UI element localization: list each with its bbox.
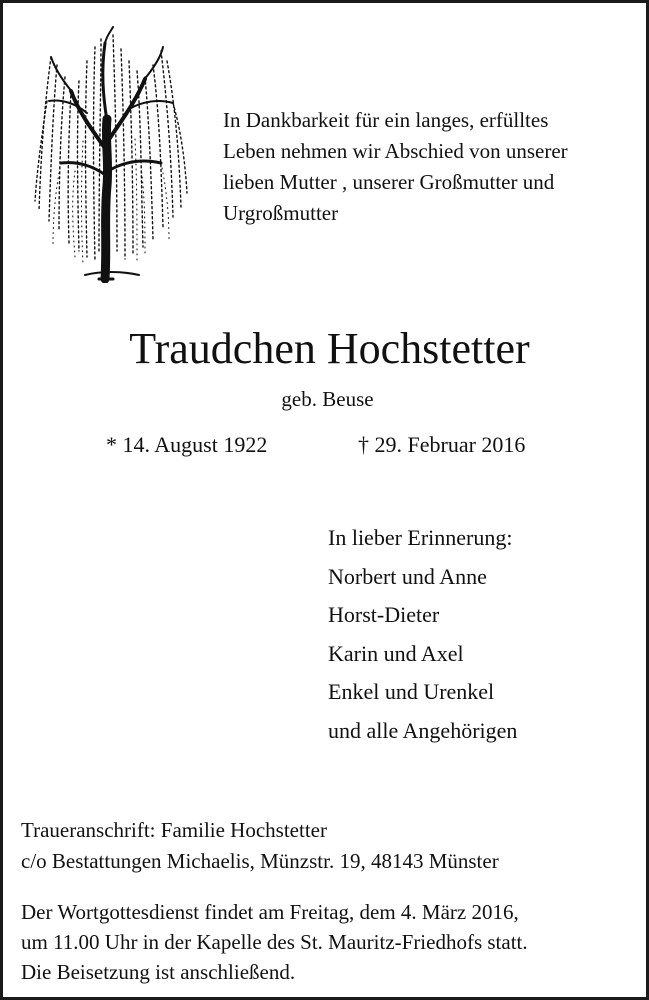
intro-line: Urgroßmutter xyxy=(223,201,339,225)
mourners-heading: In lieber Erinnerung: xyxy=(328,525,513,550)
mourner-entry: Enkel und Urenkel xyxy=(328,679,495,704)
birth-date: * 14. August 1922 xyxy=(106,432,268,457)
mourner-entry: und alle Angehörigen xyxy=(328,717,518,743)
intro-text xyxy=(223,105,643,229)
address-line: Traueranschrift: Familie Hochstetter xyxy=(21,818,327,842)
mourner-entry: Norbert und Anne xyxy=(328,563,487,589)
service-line: um 11.00 Uhr in der Kapelle des St. Mauritz-Friedhofs statt. xyxy=(21,930,528,954)
mourners-list xyxy=(328,519,517,750)
mourner-entry: Karin und Axel xyxy=(328,640,464,666)
address-line: c/o Bestattungen Michaelis, Münzstr. 19, 48143 Münster xyxy=(21,849,499,873)
service-line: Der Wortgottesdienst findet am Freitag, dem 4. März 2016, xyxy=(21,900,519,924)
mourning-address xyxy=(21,815,499,877)
service-info xyxy=(21,897,528,987)
intro-line: In Dankbarkeit für ein langes, erfülltes xyxy=(223,108,549,132)
intro-line: lieben Mutter , unserer Großmutter und xyxy=(223,170,555,194)
mourner-entry: Horst-Dieter xyxy=(328,602,440,627)
death-date: † 29. Februar 2016 xyxy=(358,432,526,457)
deceased-name: Traudchen Hochstetter xyxy=(129,324,530,373)
intro-line: Leben nehmen wir Abschied von unserer xyxy=(223,139,568,163)
service-line: Die Beisetzung ist anschließend. xyxy=(21,960,296,984)
maiden-name: geb. Beuse xyxy=(281,387,374,411)
weeping-willow-icon xyxy=(21,21,196,283)
